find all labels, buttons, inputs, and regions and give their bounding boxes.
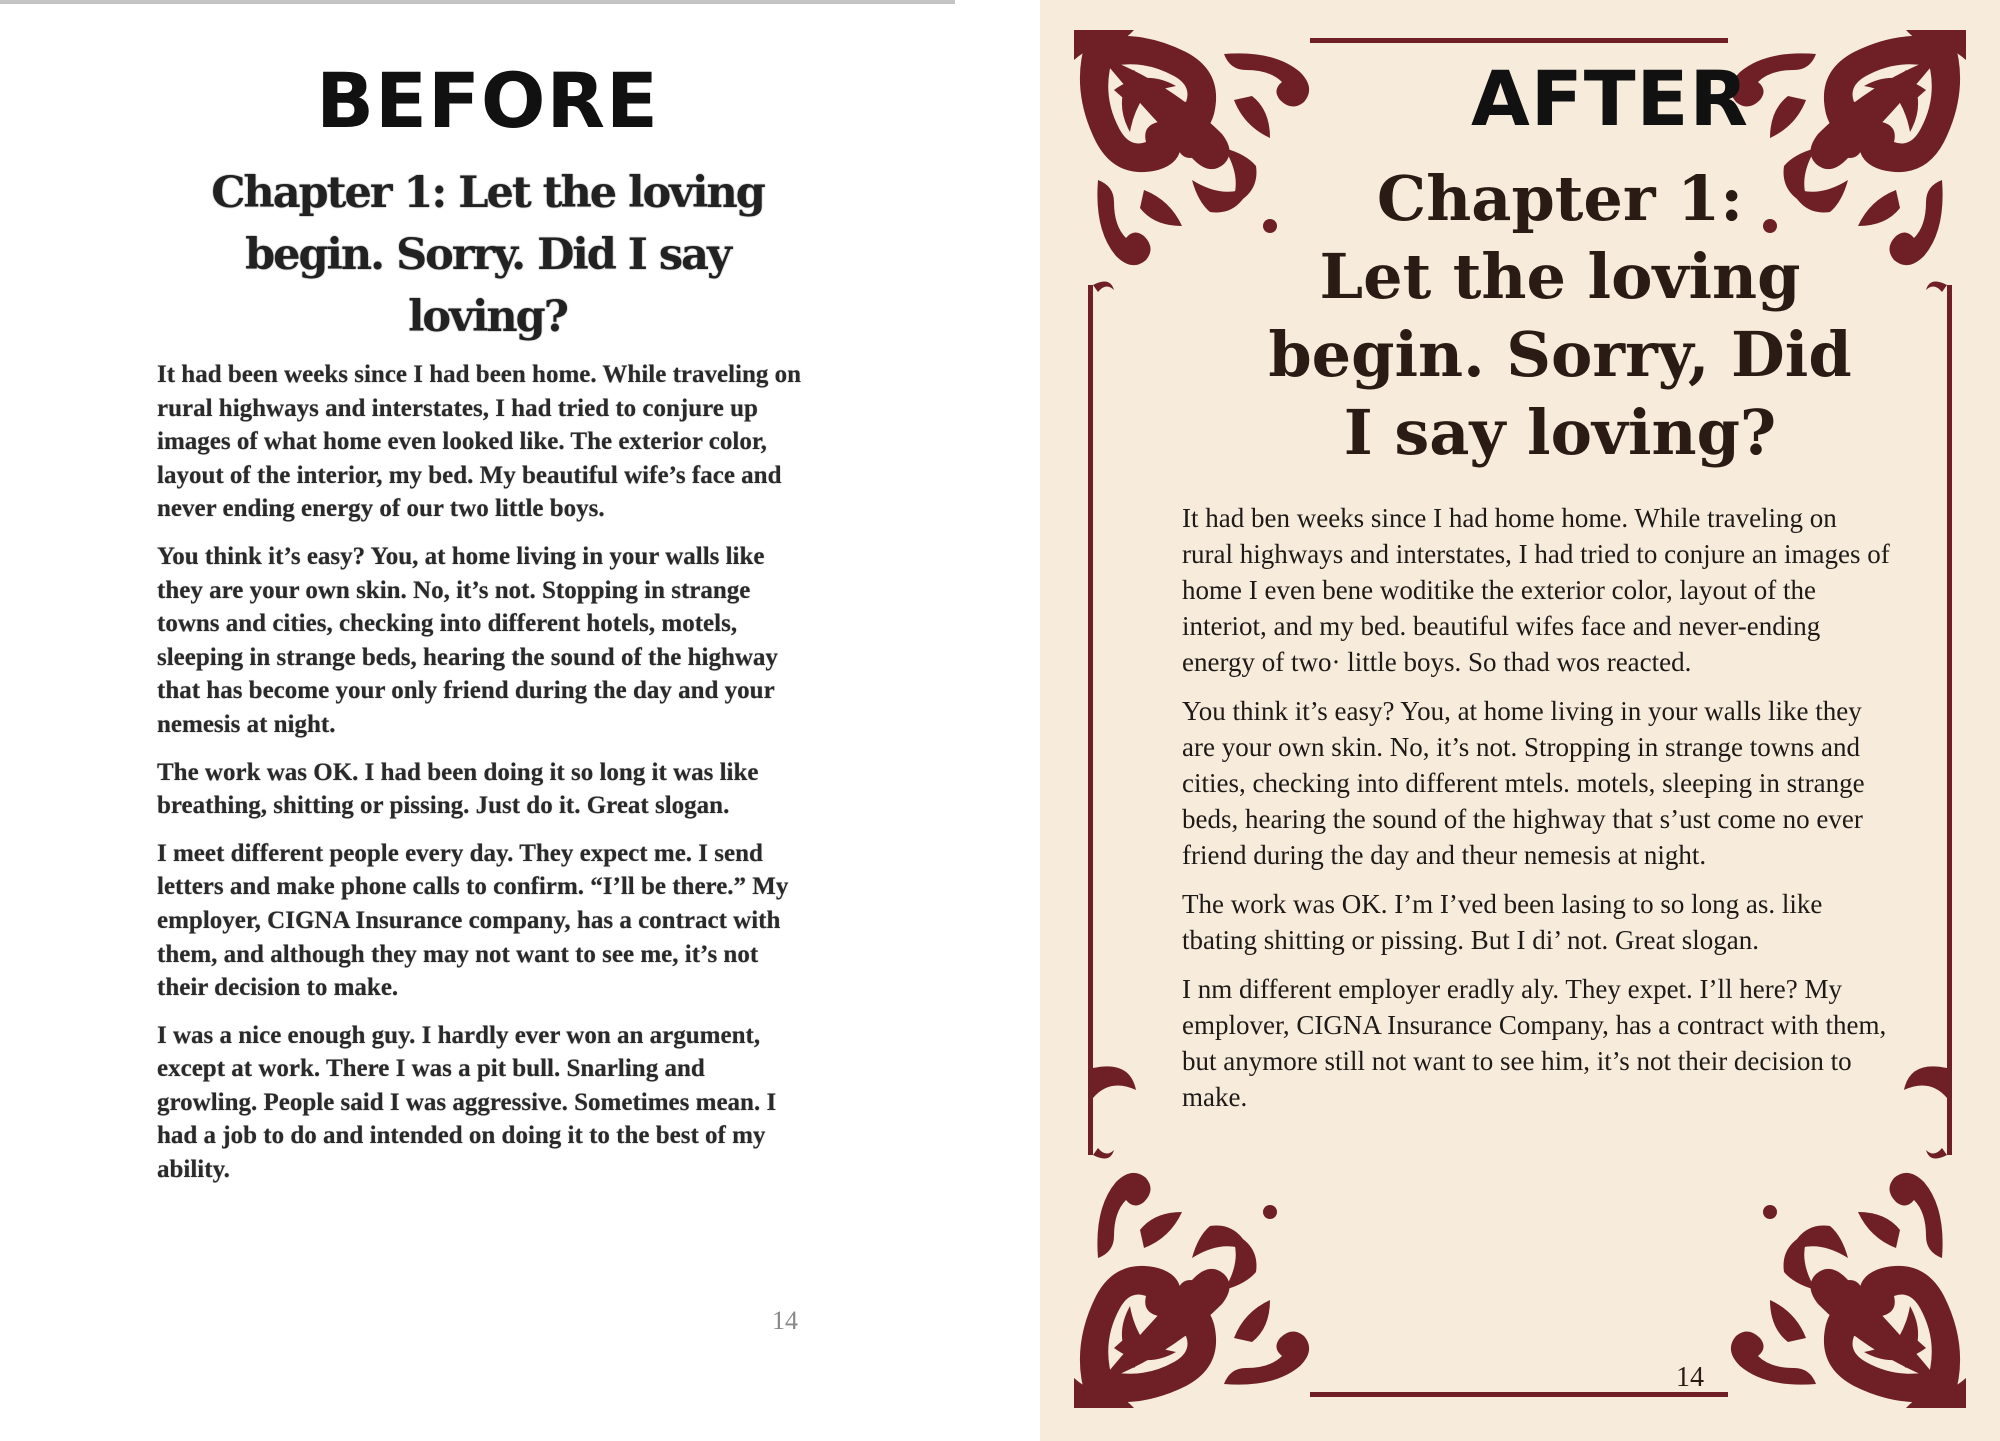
after-paragraph: You think it’s easy? You, at home living in your walls like they are your own skin. No, it’s not. Stropping in strange towns and cities, checking into different mtels. motels, sleeping in strange beds, hearing the sound of the highway that s’ust come no ever friend during the day and theur nemesis at night. <box>1182 696 1865 870</box>
before-chapter-title: Chapter 1: Let the loving begin. Sorry. Did I say loving? <box>211 168 764 342</box>
after-body-text <box>1182 500 1892 1128</box>
after-title-line: I say loving? <box>1343 396 1777 469</box>
before-paragraph: I was a nice enough guy. I hardly ever won an argument, except at work. There I was a pit bull. Snarling and growling. People said I was aggressive. Sometimes mean. I had a job to do and intended on doing it to the best of my ability. <box>157 1021 777 1184</box>
after-title-line: Chapter 1: <box>1376 162 1744 235</box>
before-paragraph: The work was OK. I had been doing it so long it was like breathing, shitting or pissing. Just do it. Great slogan. <box>157 758 759 820</box>
before-label: BEFORE <box>316 56 659 145</box>
before-paragraph: You think it’s easy? You, at home living in your walls like they are your own skin. No, it’s not. Stopping in strange towns and cities, checking into different hotels, motels, sleeping in strange beds, hearing the sound of the highway that has become your only friend during the day and your nemesis at night. <box>157 542 778 738</box>
after-label: AFTER <box>1470 54 1749 143</box>
after-paragraph: It had ben weeks since I had home home. While traveling on rural highways and interstates, I had tried to conjure an images of home I even bene woditike the exterior color, layout of the interiot, and my bed. beautiful wifes face and never-ending energy of two· little boys. So thad wos reacted. <box>1182 503 1890 677</box>
after-page-number: 14 <box>1676 1362 1704 1393</box>
after-title-line: Let the loving <box>1319 240 1801 313</box>
after-chapter-title <box>1200 160 1920 472</box>
after-paragraph: I nm different employer eradly aly. They expet. I’ll here? My emplover, CIGNA Insurance Company, has a contract with them, but anymore still not want to see him, it’s not their decision to make. <box>1182 974 1887 1112</box>
before-paragraph: It had been weeks since I had been home. While traveling on rural highways and interstates, I had tried to conjure up images of what home even looked like. The exterior color, layout of the interior, my bed. My beautiful wife’s face and never ending energy of our two little boys. <box>157 361 802 523</box>
after-page <box>1040 0 2000 1441</box>
before-paragraph: I meet different people every day. They expect me. I send letters and make phone calls to confirm. “I’ll be there.” My employer, CIGNA Insurance company, has a contract with them, and although they may not want to see me, it’s not their decision to make. <box>157 839 789 1002</box>
after-paragraph: The work was OK. I’m I’ved been lasing to so long as. like tbating shitting or pissing. But I di’ not. Great slogan. <box>1182 889 1823 955</box>
before-body-text <box>157 358 807 1201</box>
before-page <box>0 4 955 1441</box>
after-title-line: begin. Sorry, Did <box>1268 318 1852 391</box>
before-page-number: 14 <box>772 1306 798 1335</box>
